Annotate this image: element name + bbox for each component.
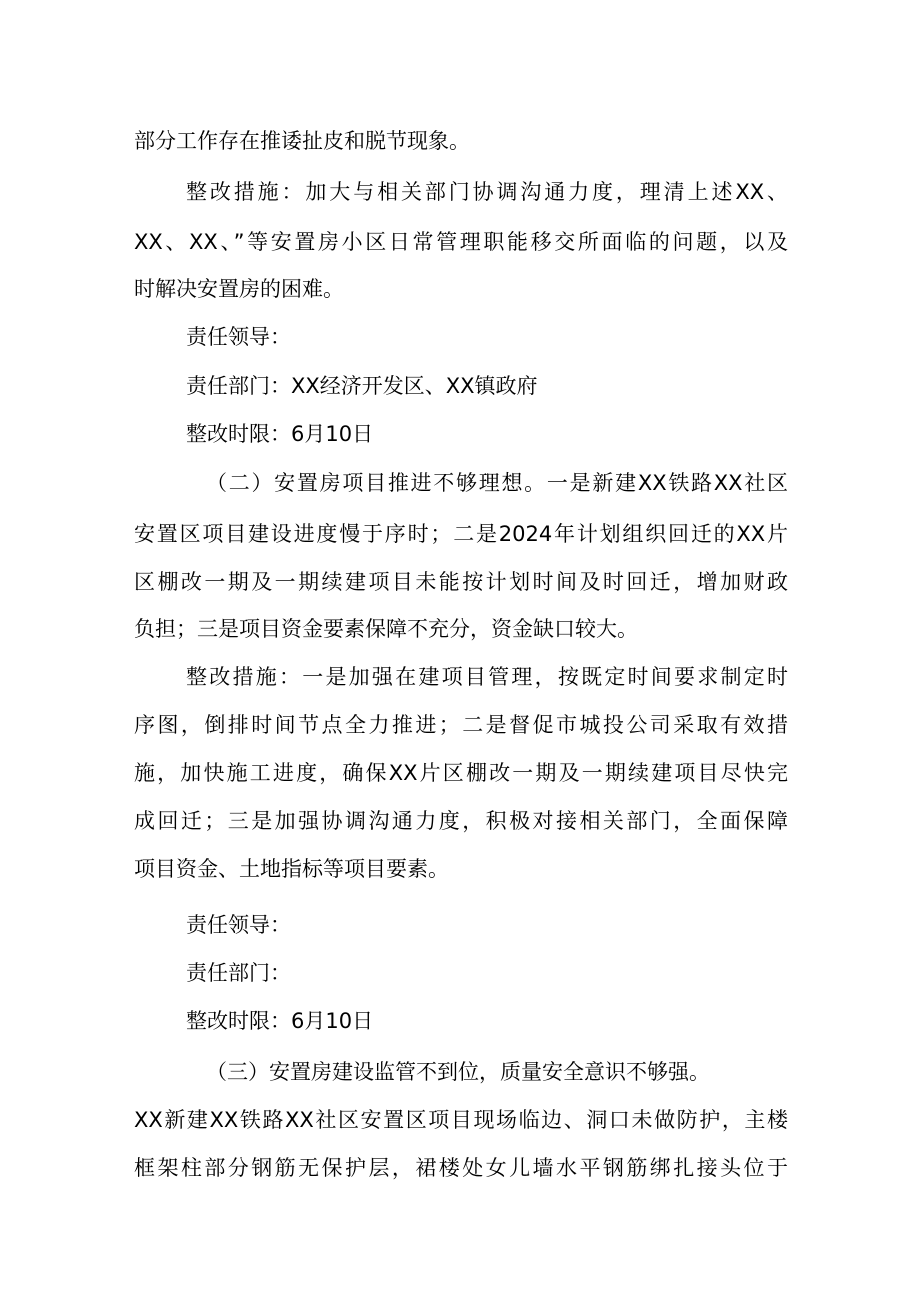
text-line: 整改措施：加大与相关部门协调沟通力度，理清上述XX、 xyxy=(186,180,788,204)
text-line: 时解决安置房的困难。 xyxy=(134,277,344,301)
text-line: XX新建XX铁路XX社区安置区项目现场临边、洞口未做防护，主楼 xyxy=(134,1108,788,1132)
text-line: 责任部门：XX经济开发区、XX镇政府 xyxy=(186,374,538,398)
text-line: 整改时限：6月10日 xyxy=(186,1009,374,1033)
text-line: 施，加快施工进度，确保XX片区棚改一期及一期续建项目尽快完 xyxy=(134,761,788,785)
text-line: 负担；三是项目资金要素保障不充分，资金缺口较大。 xyxy=(134,617,638,641)
text-line: （二）安置房项目推进不够理想。一是新建XX铁路XX社区 xyxy=(206,471,788,495)
text-line: 责任部门： xyxy=(186,961,291,985)
text-line: XX、XX、”等安置房小区日常管理职能移交所面临的问题，以及 xyxy=(134,230,788,254)
text-line: 整改措施：一是加强在建项目管理，按既定时间要求制定时 xyxy=(186,665,788,689)
text-line: 责任领导： xyxy=(186,325,291,349)
text-line: 责任领导： xyxy=(186,913,291,937)
text-line: 安置区项目建设进度慢于序时；二是2024年计划组织回迁的XX片 xyxy=(134,522,788,546)
text-line: 部分工作存在推诿扯皮和脱节现象。 xyxy=(134,129,470,153)
text-line: 项目资金、土地指标等项目要素。 xyxy=(134,857,449,881)
text-line: 整改时限：6月10日 xyxy=(186,422,374,446)
text-line: 框架柱部分钢筋无保护层，裙楼处女儿墙水平钢筋绑扎接头位于 xyxy=(134,1156,788,1180)
text-line: 区棚改一期及一期续建项目未能按计划时间及时回迁，增加财政 xyxy=(134,570,788,594)
text-line: （三）安置房建设监管不到位，质量安全意识不够强。 xyxy=(206,1060,710,1084)
text-line: 成回迁；三是加强协调沟通力度，积极对接相关部门，全面保障 xyxy=(134,809,788,833)
text-line: 序图，倒排时间节点全力推进；二是督促市城投公司采取有效措 xyxy=(134,713,788,737)
